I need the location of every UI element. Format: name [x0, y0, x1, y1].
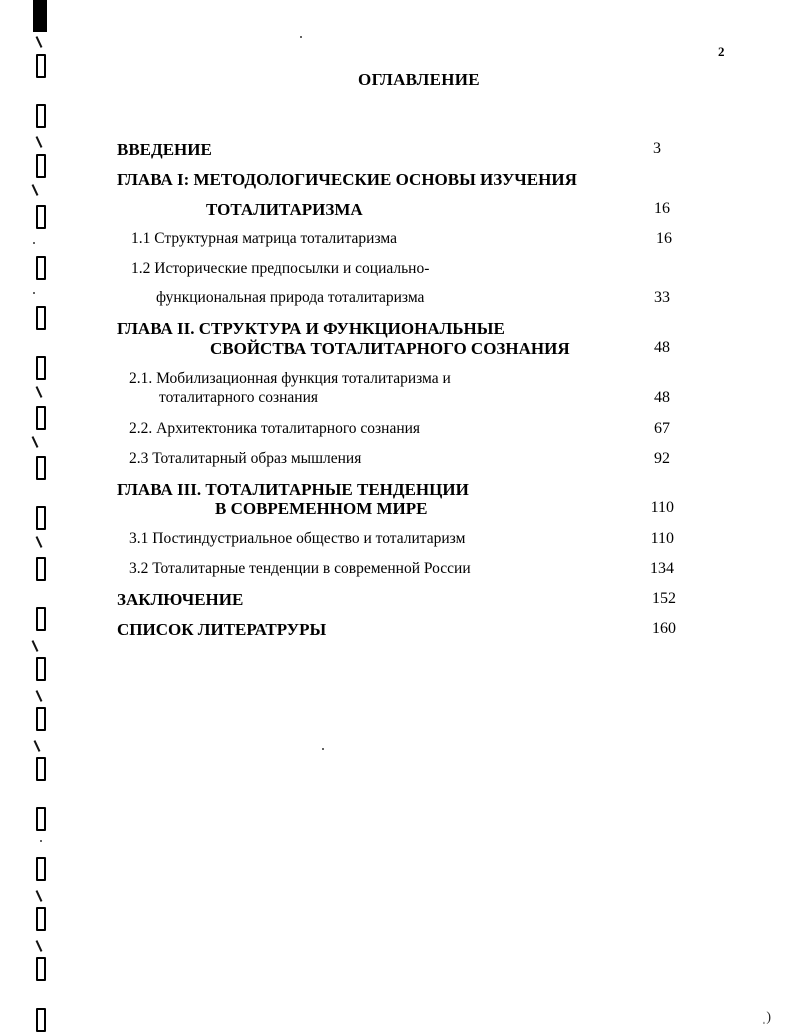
toc-section-3-1-page: 110	[650, 530, 674, 547]
binder-hole	[36, 557, 46, 581]
binder-hole	[36, 406, 46, 430]
page-number: 2	[718, 44, 725, 59]
toc-section-2-3: 2.3 Тоталитарный образ мышления	[129, 450, 362, 467]
toc-section-2-1-cont: тоталитарного сознания	[159, 389, 319, 406]
toc-intro-label: ВВЕДЕНИЕ	[117, 140, 212, 159]
binder-hole	[36, 104, 46, 128]
toc-section-1-2-page: 33	[654, 289, 670, 306]
binder-hole	[36, 506, 46, 530]
binder-tick	[36, 690, 43, 702]
toc-section-3-1: 3.1 Постиндустриальное общество и тоталитаризм	[129, 530, 466, 547]
scan-speck	[300, 36, 302, 38]
toc-chapter1-title: ГЛАВА I: МЕТОДОЛОГИЧЕСКИЕ ОСНОВЫ ИЗУЧЕНИЯ	[117, 170, 577, 189]
scan-speck	[33, 242, 35, 244]
binder-hole	[36, 757, 46, 781]
binder-top-mark	[33, 0, 47, 32]
binder-tick	[36, 136, 43, 148]
toc-bibliography-page: 160	[652, 620, 676, 637]
toc-intro-page: 3	[653, 140, 661, 157]
toc-chapter3-page: 110	[650, 499, 674, 516]
scan-speck	[33, 292, 35, 294]
binder-hole	[36, 607, 46, 631]
toc-section-1-2-cont: функциональная природа тоталитаризма	[156, 289, 425, 306]
binder-hole	[36, 707, 46, 731]
toc-section-2-3-page: 92	[654, 450, 670, 467]
scan-speck	[40, 840, 42, 842]
binder-tick	[32, 640, 39, 652]
toc-bibliography-label: СПИСОК ЛИТЕРАТРУРЫ	[117, 620, 327, 639]
binder-hole	[36, 907, 46, 931]
binder-tick	[32, 184, 39, 196]
scan-speck	[322, 748, 324, 750]
binder-tick	[34, 740, 41, 752]
toc-section-3-2-page: 134	[650, 560, 674, 577]
binder-tick	[32, 436, 39, 448]
binder-hole	[36, 657, 46, 681]
toc-section-2-1-page: 48	[654, 389, 670, 406]
binder-hole	[36, 1008, 46, 1032]
binder-hole	[36, 957, 46, 981]
scan-corner-mark: ˌ)	[761, 1010, 771, 1025]
toc-conclusion-page: 152	[652, 590, 676, 607]
binder-hole	[36, 857, 46, 881]
toc-section-1-1-page: 16	[656, 230, 672, 247]
toc-section-1-2: 1.2 Исторические предпосылки и социально-	[131, 260, 430, 277]
toc-conclusion-label: ЗАКЛЮЧЕНИЕ	[117, 590, 244, 609]
binder-hole	[36, 256, 46, 280]
toc-section-2-2: 2.2. Архитектоника тоталитарного сознания	[129, 420, 421, 437]
toc-chapter1-page: 16	[654, 200, 670, 217]
binder-tick	[36, 940, 43, 952]
toc-chapter1-title-cont: ТОТАЛИТАРИЗМА	[206, 200, 363, 219]
binder-holes-strip	[0, 0, 60, 1034]
toc-section-2-2-page: 67	[654, 420, 670, 437]
binder-hole	[36, 456, 46, 480]
binder-hole	[36, 205, 46, 229]
toc-chapter2-title-cont: СВОЙСТВА ТОТАЛИТАРНОГО СОЗНАНИЯ	[210, 339, 570, 358]
binder-tick	[36, 386, 43, 398]
toc-chapter2-page: 48	[654, 339, 670, 356]
toc-chapter3-title-cont: В СОВРЕМЕННОМ МИРЕ	[215, 499, 428, 518]
toc-section-3-2: 3.2 Тоталитарные тенденции в современной России	[129, 560, 471, 577]
binder-hole	[36, 356, 46, 380]
binder-hole	[36, 807, 46, 831]
toc-chapter2-title: ГЛАВА II. СТРУКТУРА И ФУНКЦИОНАЛЬНЫЕ	[117, 319, 505, 338]
binder-hole	[36, 306, 46, 330]
binder-tick	[36, 36, 43, 48]
toc-section-2-1: 2.1. Мобилизационная функция тоталитаризма и	[129, 370, 451, 387]
binder-hole	[36, 154, 46, 178]
toc-section-1-1: 1.1 Структурная матрица тоталитаризма	[131, 230, 397, 247]
page-title: ОГЛАВЛЕНИЕ	[358, 70, 480, 89]
binder-tick	[36, 890, 43, 902]
binder-tick	[36, 536, 43, 548]
toc-chapter3-title: ГЛАВА III. ТОТАЛИТАРНЫЕ ТЕНДЕНЦИИ	[117, 480, 469, 499]
